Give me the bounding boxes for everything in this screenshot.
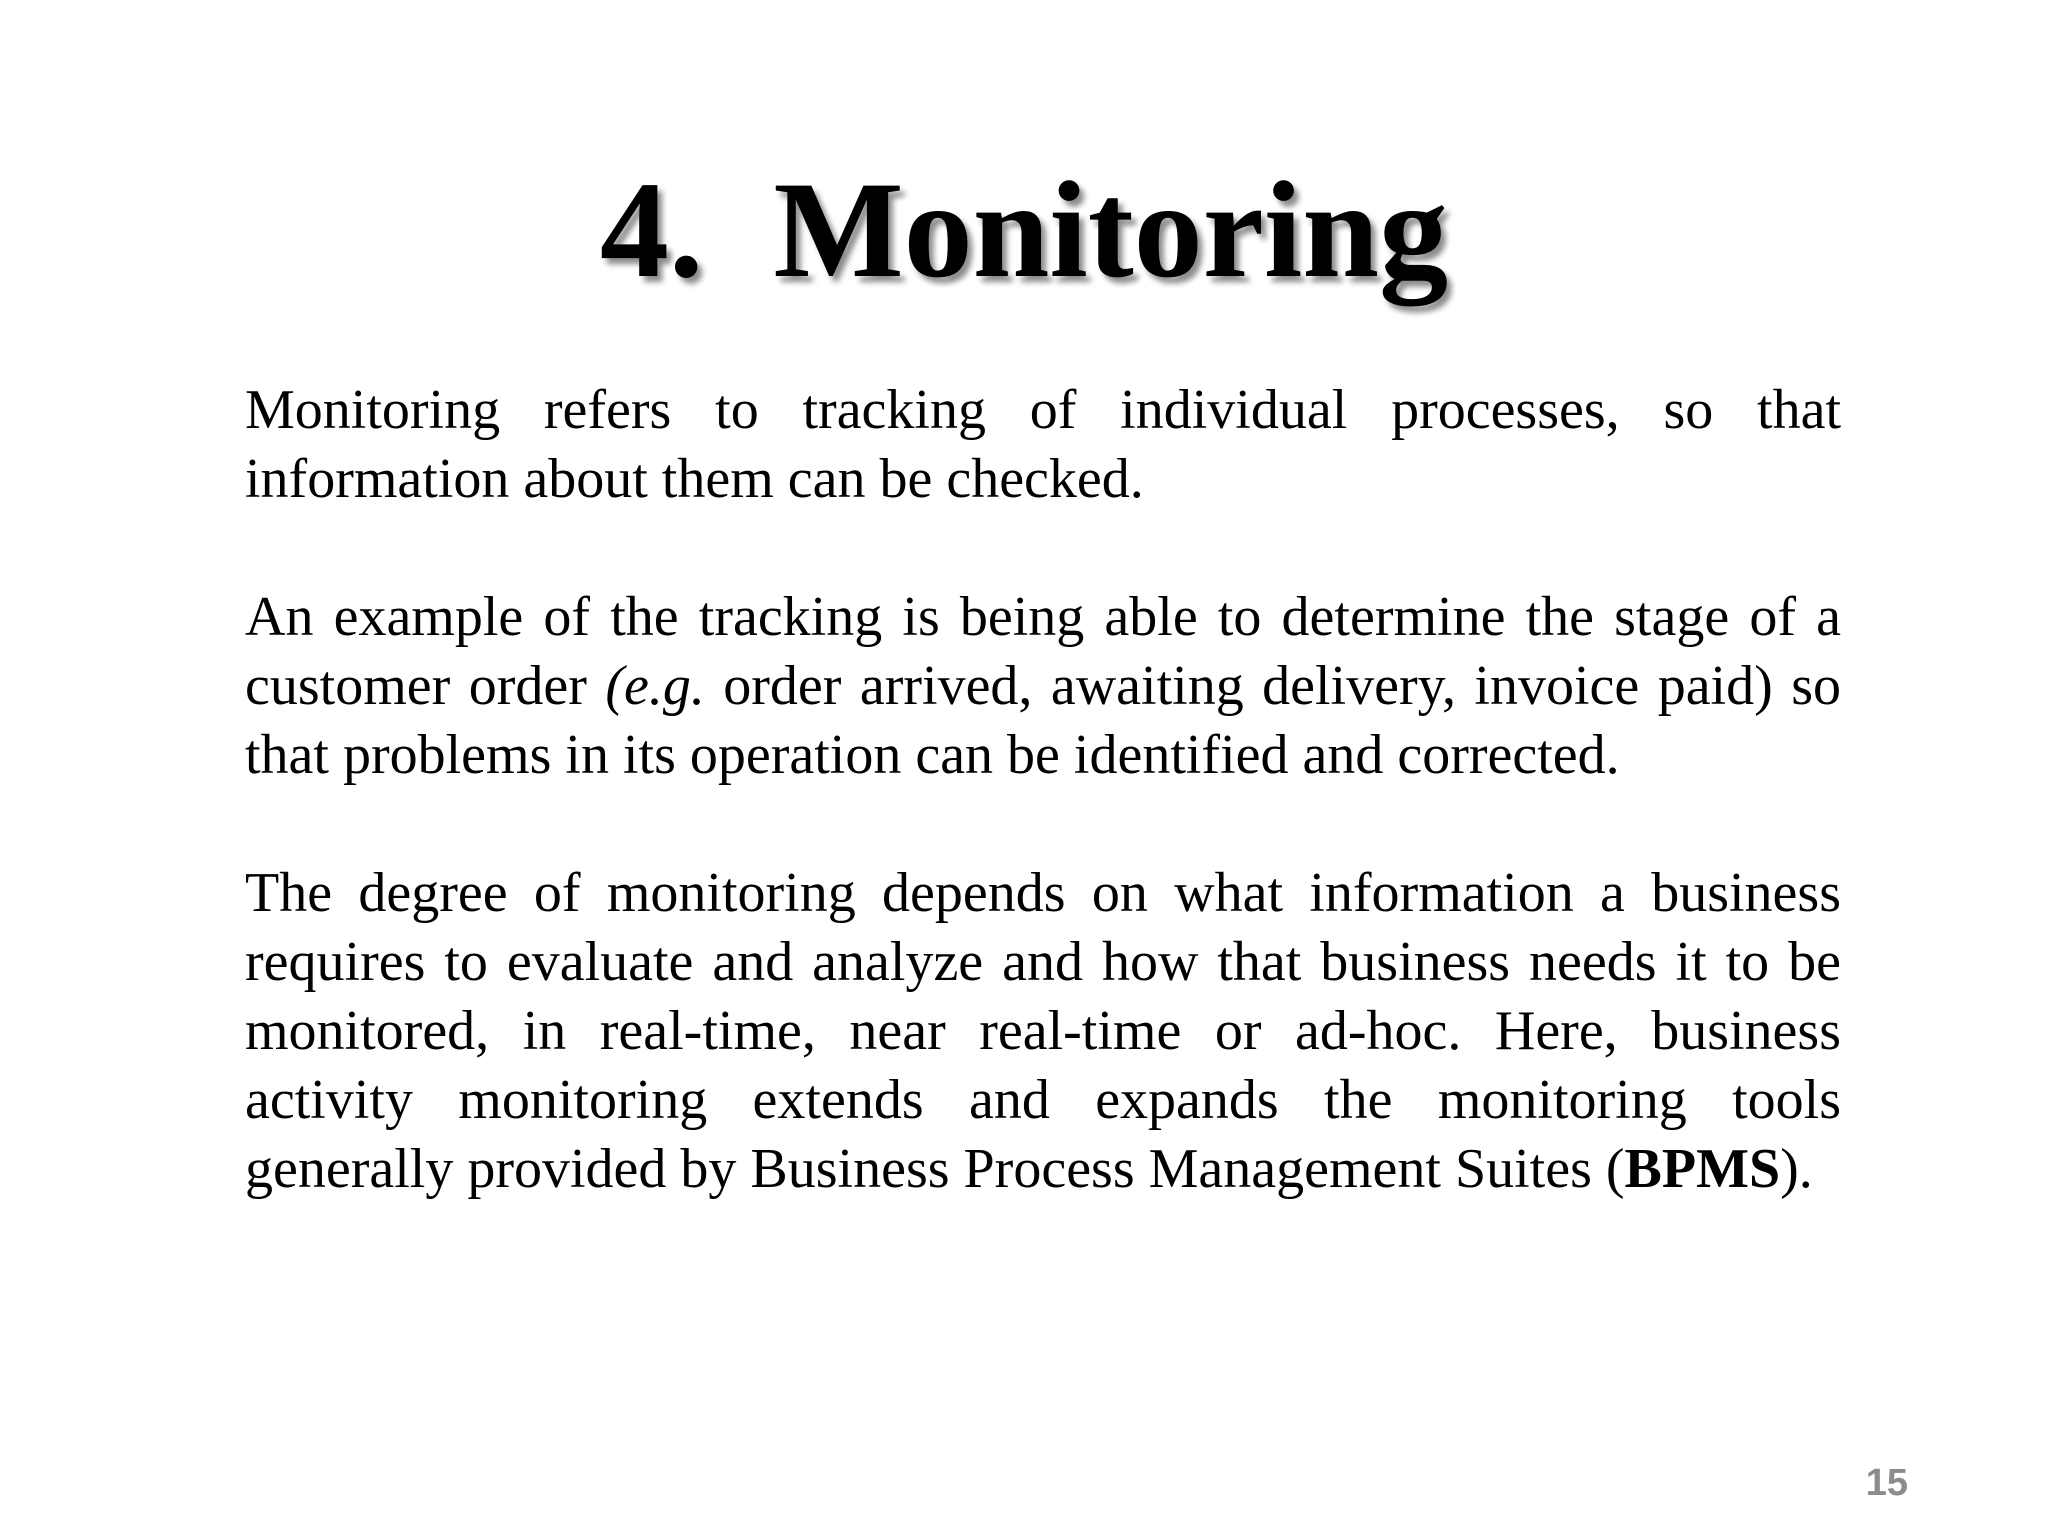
paragraph-2 (245, 583, 1841, 790)
slide-body (245, 376, 1841, 1273)
paragraph-2-italic: (e.g. (605, 655, 705, 717)
title-text: Monitoring (773, 153, 1449, 306)
paragraph-3-bold: BPMS (1624, 1138, 1781, 1200)
paragraph-2-text-a: An example of the tracking is being able to determine the stage of a customer order (245, 586, 1841, 717)
title-number: 4. (599, 153, 704, 306)
paragraph-2-text-b: order arrived, awaiting delivery, invoice paid) so that problems in its operation can be identified and corrected. (245, 655, 1841, 786)
page-number: 15 (1865, 1462, 1908, 1504)
paragraph-3 (245, 859, 1841, 1204)
paragraph-1: Monitoring refers to tracking of individual processes, so that information about them can be checked. (245, 379, 1841, 510)
paragraph-3-text-b: ). (1780, 1138, 1813, 1200)
slide-title (0, 150, 2048, 310)
paragraph-3-text-a: The degree of monitoring depends on what information a business requires to evaluate and analyze and how that business needs it to be monitored, in real-time, near real-time or ad-hoc. Here, business activity monitoring extends and expands the monitoring tools generally provided by Business Process Management Suites ( (245, 862, 1841, 1200)
